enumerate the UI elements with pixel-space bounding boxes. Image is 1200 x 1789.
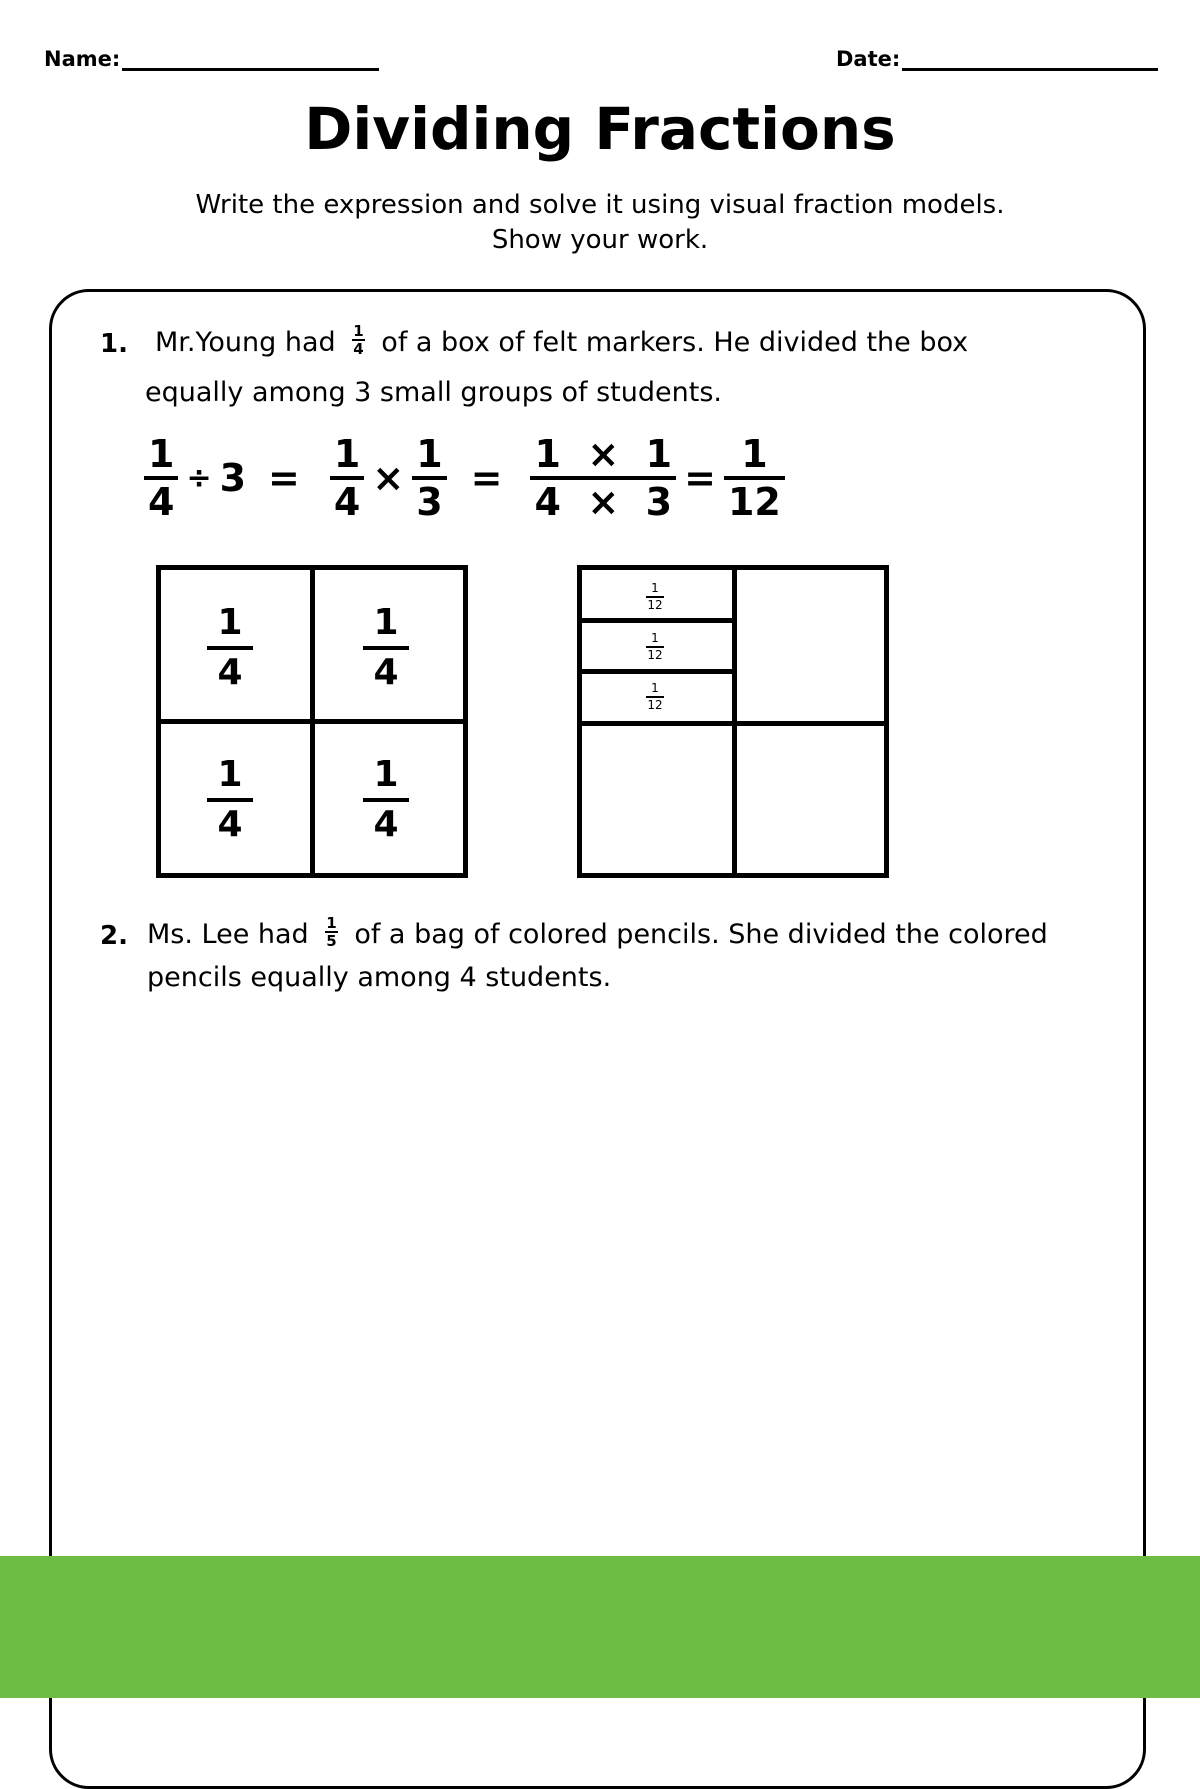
twelfth-divider <box>582 669 732 674</box>
model-divider-horizontal <box>161 719 463 724</box>
question-2-text-before: Ms. Lee had <box>147 919 309 950</box>
page-title: Dividing Fractions <box>304 95 896 163</box>
fraction-denominator: 4 <box>148 480 175 524</box>
fraction-model-quarters <box>156 565 468 878</box>
question-1-equation <box>144 428 785 528</box>
name-field[interactable] <box>44 44 379 71</box>
fraction-denominator: 4 <box>217 804 243 845</box>
fraction-denominator: 4 <box>373 652 399 693</box>
quarter-cell-label <box>207 603 253 693</box>
fraction-denominator: 12 <box>647 698 663 712</box>
equals-sign-1: = <box>268 456 300 500</box>
equation-fraction-3 <box>412 432 446 524</box>
fraction-denominator: 4 × 3 <box>534 480 673 524</box>
fraction-numerator: 1 <box>416 432 443 476</box>
model-divider-horizontal <box>582 721 884 726</box>
fraction-numerator: 1 <box>651 681 659 695</box>
instructions <box>0 188 1200 258</box>
question-2-fraction <box>325 915 337 949</box>
fraction-denominator: 4 <box>333 480 361 524</box>
fraction-numerator: 1 <box>651 581 659 595</box>
fraction-model-twelfths <box>577 565 889 878</box>
fraction-bar <box>363 646 409 650</box>
question-2-text-line-2: pencils equally among 4 students. <box>147 962 612 993</box>
question-2-text <box>147 913 1048 954</box>
twelfth-divider <box>582 618 732 623</box>
name-label: Name: <box>44 47 121 71</box>
fraction-numerator: 1 <box>651 631 659 645</box>
fraction-numerator: 1 <box>373 754 399 795</box>
fraction-denominator: 4 <box>353 339 364 358</box>
question-1-number: 1. <box>100 329 128 359</box>
fraction-bar <box>363 798 409 802</box>
equals-sign-2: = <box>470 456 503 500</box>
question-1-text-after: of a box of felt markers. He divided the box <box>381 327 969 358</box>
fraction-numerator: 1 <box>373 602 399 643</box>
fraction-denominator: 12 <box>727 480 781 524</box>
fraction-denominator: 5 <box>326 931 337 950</box>
fraction-numerator: 1 <box>353 321 364 340</box>
fraction-bar <box>207 798 253 802</box>
twelfth-cell-label <box>646 632 664 662</box>
fraction-numerator: 1 × 1 <box>534 432 673 476</box>
equation-fraction-2 <box>330 432 364 524</box>
question-2-text-after: of a bag of colored pencils. She divided the colored <box>354 919 1048 950</box>
fraction-denominator: 12 <box>647 648 663 662</box>
fraction-numerator: 1 <box>333 432 361 476</box>
fraction-denominator: 3 <box>416 480 443 524</box>
name-blank-line[interactable] <box>122 44 379 71</box>
footer-bar <box>0 1556 1200 1698</box>
date-blank-line[interactable] <box>902 44 1158 71</box>
twelfth-cell-label <box>646 682 664 712</box>
quarter-cell-label <box>363 603 409 693</box>
question-1-text-line-2: equally among 3 small groups of students. <box>145 377 722 408</box>
question-1-text <box>155 321 969 362</box>
fraction-numerator: 1 <box>217 602 243 643</box>
quarter-cell-label <box>363 755 409 845</box>
fraction-numerator: 1 <box>741 432 768 476</box>
fraction-denominator: 4 <box>217 652 243 693</box>
fraction-numerator: 1 <box>217 754 243 795</box>
fraction-denominator: 4 <box>373 804 399 845</box>
division-sign: ÷ <box>186 460 212 496</box>
fraction-denominator: 12 <box>647 598 663 612</box>
fraction-numerator: 1 <box>326 913 337 932</box>
date-label: Date: <box>836 47 901 71</box>
instructions-line-2: Show your work. <box>491 225 709 255</box>
question-1-fraction <box>352 323 364 357</box>
question-2-number: 2. <box>100 921 128 951</box>
quarter-cell-label <box>207 755 253 845</box>
twelfth-cell-label <box>646 582 664 612</box>
date-field[interactable] <box>836 44 1158 71</box>
instructions-line-1: Write the expression and solve it using visual fraction models. <box>195 190 1005 220</box>
question-1-text-before: Mr.Young had <box>155 327 336 358</box>
divisor: 3 <box>219 456 247 500</box>
equation-fraction-1 <box>144 432 178 524</box>
fraction-bar <box>207 646 253 650</box>
times-sign: × <box>372 456 405 500</box>
equals-sign-3: = <box>684 456 716 500</box>
fraction-numerator: 1 <box>148 432 175 476</box>
equation-result-fraction <box>724 432 785 524</box>
equation-fraction-4 <box>530 432 676 524</box>
